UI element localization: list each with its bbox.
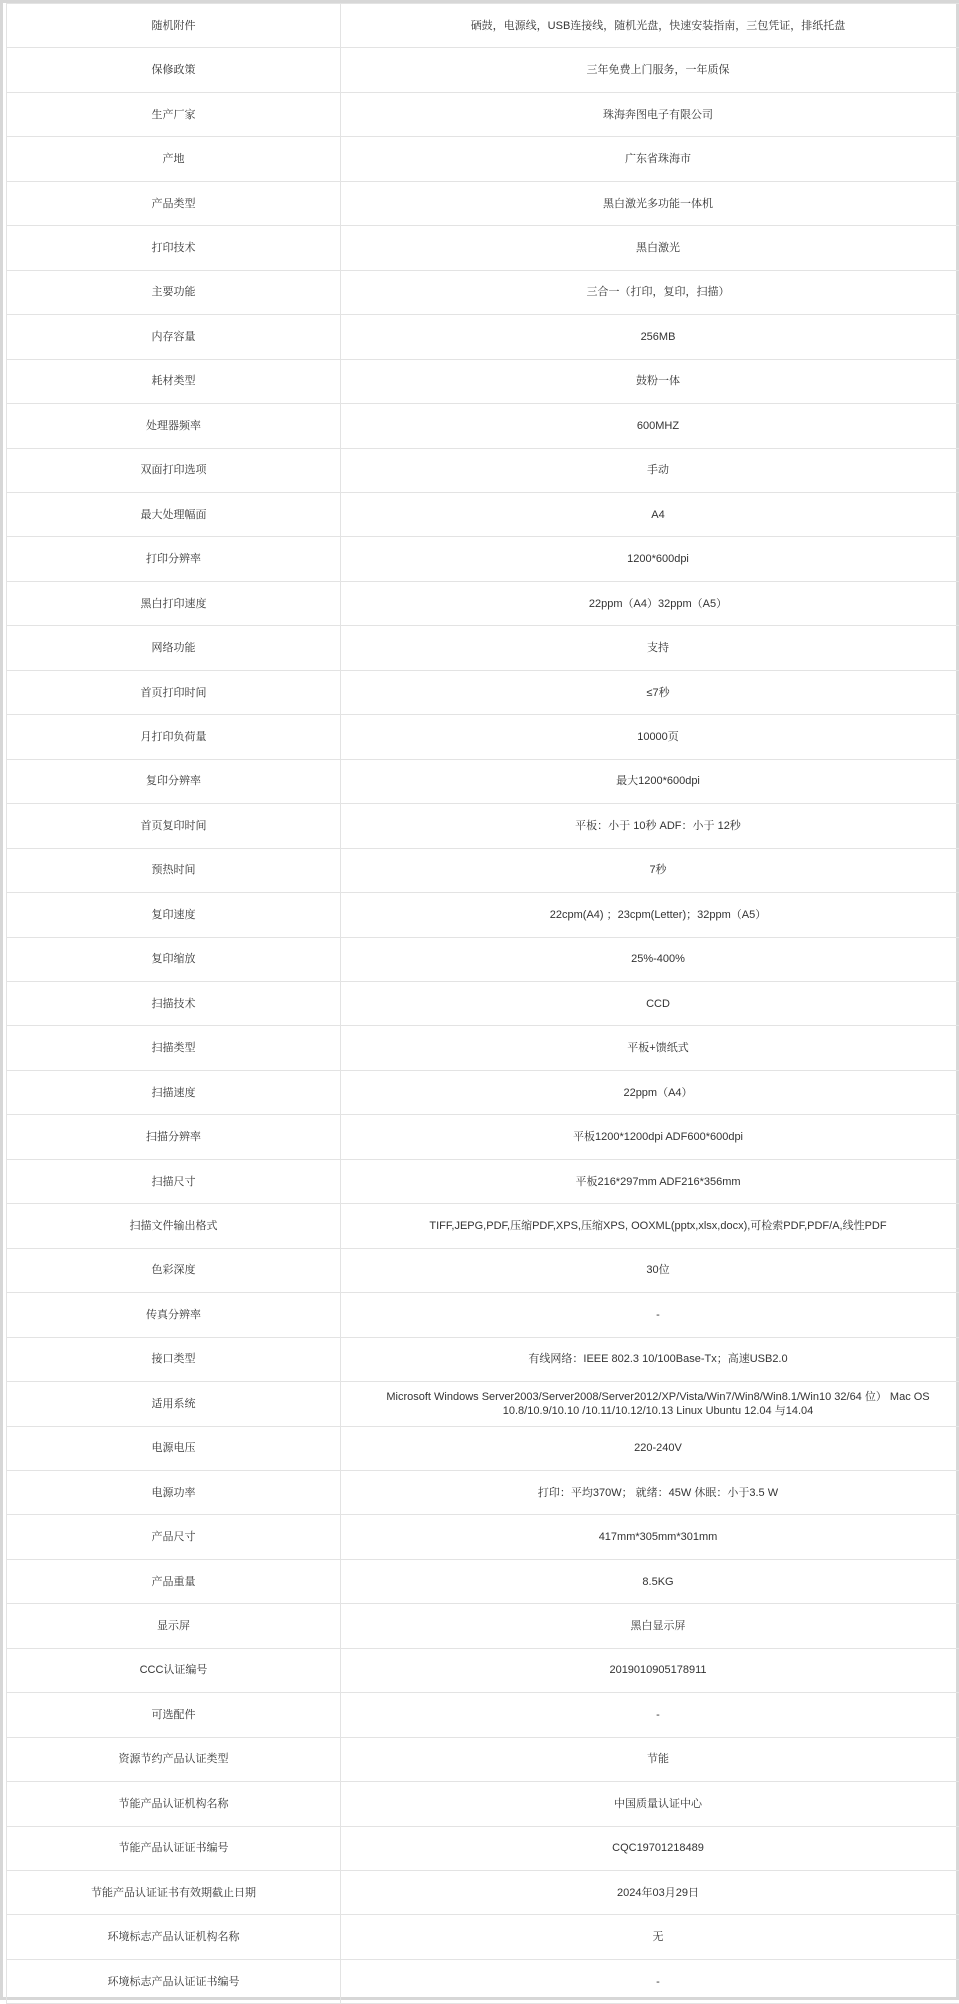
spec-key-cell: 保修政策: [7, 48, 341, 92]
spec-key-cell: 扫描速度: [7, 1070, 341, 1114]
spec-key-cell: 扫描分辨率: [7, 1115, 341, 1159]
spec-value-cell: 25%-400%: [341, 937, 959, 981]
spec-value-cell: 手动: [341, 448, 959, 492]
spec-key-cell: 扫描尺寸: [7, 1159, 341, 1203]
table-row: [7, 1915, 959, 1959]
table-row: [7, 1204, 959, 1248]
spec-value-cell: CQC19701218489: [341, 1826, 959, 1870]
table-row: [7, 1026, 959, 1070]
spec-key-cell: 电源电压: [7, 1426, 341, 1470]
spec-value-cell: 22ppm（A4）32ppm（A5）: [341, 581, 959, 625]
table-row: [7, 759, 959, 803]
spec-key-cell: 适用系统: [7, 1382, 341, 1426]
spec-value-cell: 无: [341, 1915, 959, 1959]
spec-key-cell: 产品重量: [7, 1559, 341, 1603]
table-row: [7, 1248, 959, 1292]
spec-key-cell: 首页打印时间: [7, 670, 341, 714]
table-row: [7, 893, 959, 937]
table-row: [7, 404, 959, 448]
table-row: [7, 1737, 959, 1781]
spec-key-cell: 打印技术: [7, 226, 341, 270]
table-row: [7, 1782, 959, 1826]
spec-value-cell: 417mm*305mm*301mm: [341, 1515, 959, 1559]
spec-key-cell: 节能产品认证证书有效期截止日期: [7, 1871, 341, 1915]
spec-key-cell: 产地: [7, 137, 341, 181]
spec-key-cell: 电源功率: [7, 1470, 341, 1514]
spec-value-cell: 220-240V: [341, 1426, 959, 1470]
spec-key-cell: 色彩深度: [7, 1248, 341, 1292]
table-row: [7, 1959, 959, 2003]
table-row: [7, 581, 959, 625]
spec-value-cell: 1200*600dpi: [341, 537, 959, 581]
spec-value-cell: TIFF,JEPG,PDF,压缩PDF,XPS,压缩XPS, OOXML(pptx,xlsx,docx),可检索PDF,PDF/A,线性PDF: [341, 1204, 959, 1248]
table-row: [7, 1337, 959, 1381]
spec-key-cell: 生产厂家: [7, 92, 341, 136]
table-row: [7, 715, 959, 759]
spec-key-cell: 可选配件: [7, 1693, 341, 1737]
table-row: [7, 1604, 959, 1648]
table-row: [7, 1515, 959, 1559]
table-row: [7, 1693, 959, 1737]
table-row: [7, 626, 959, 670]
spec-value-cell: 三年免费上门服务，一年质保: [341, 48, 959, 92]
table-row: [7, 537, 959, 581]
spec-key-cell: 环境标志产品认证证书编号: [7, 1959, 341, 2003]
spec-value-cell: 中国质量认证中心: [341, 1782, 959, 1826]
spec-key-cell: 双面打印选项: [7, 448, 341, 492]
spec-key-cell: 耗材类型: [7, 359, 341, 403]
spec-key-cell: 产品尺寸: [7, 1515, 341, 1559]
spec-value-cell: 22ppm（A4）: [341, 1070, 959, 1114]
spec-value-cell: 10000页: [341, 715, 959, 759]
spec-value-cell: 30位: [341, 1248, 959, 1292]
spec-key-cell: 接口类型: [7, 1337, 341, 1381]
spec-value-cell: Microsoft Windows Server2003/Server2008/Server2012/XP/Vista/Win7/Win8/Win8.1/Win10 32/64 位） Mac OS 10.8/10.9/10.10 /10.11/10.12/10.13 Linux Ubuntu 12.04 与14.04: [341, 1382, 959, 1426]
spec-value-cell: -: [341, 1293, 959, 1337]
spec-table: [6, 3, 959, 2004]
spec-value-cell: 平板：小于 10秒 ADF：小于 12秒: [341, 804, 959, 848]
table-row: [7, 1159, 959, 1203]
spec-value-cell: 三合一（打印，复印，扫描）: [341, 270, 959, 314]
spec-value-cell: 黑白显示屏: [341, 1604, 959, 1648]
spec-value-cell: 2019010905178911: [341, 1648, 959, 1692]
table-row: [7, 48, 959, 92]
spec-key-cell: 扫描文件输出格式: [7, 1204, 341, 1248]
spec-key-cell: 网络功能: [7, 626, 341, 670]
spec-key-cell: 产品类型: [7, 181, 341, 225]
spec-value-cell: 平板216*297mm ADF216*356mm: [341, 1159, 959, 1203]
table-row: [7, 670, 959, 714]
table-row: [7, 1559, 959, 1603]
spec-value-cell: 7秒: [341, 848, 959, 892]
table-row: [7, 1115, 959, 1159]
table-row: [7, 804, 959, 848]
spec-value-cell: 2024年03月29日: [341, 1871, 959, 1915]
spec-value-cell: CCD: [341, 981, 959, 1025]
table-row: [7, 1648, 959, 1692]
spec-table-body: [7, 4, 959, 2004]
spec-value-cell: 黑白激光: [341, 226, 959, 270]
table-row: [7, 848, 959, 892]
table-row: [7, 315, 959, 359]
spec-key-cell: 月打印负荷量: [7, 715, 341, 759]
spec-key-cell: 主要功能: [7, 270, 341, 314]
spec-key-cell: 复印缩放: [7, 937, 341, 981]
spec-value-cell: 平板+馈纸式: [341, 1026, 959, 1070]
table-row: [7, 981, 959, 1025]
spec-key-cell: 最大处理幅面: [7, 492, 341, 536]
spec-value-cell: 最大1200*600dpi: [341, 759, 959, 803]
spec-value-cell: 22cpm(A4) ；23cpm(Letter)；32ppm（A5）: [341, 893, 959, 937]
spec-key-cell: 首页复印时间: [7, 804, 341, 848]
spec-key-cell: 传真分辨率: [7, 1293, 341, 1337]
spec-key-cell: 扫描类型: [7, 1026, 341, 1070]
spec-value-cell: 支持: [341, 626, 959, 670]
spec-value-cell: ≤7秒: [341, 670, 959, 714]
table-row: [7, 937, 959, 981]
table-row: [7, 1426, 959, 1470]
spec-value-cell: 节能: [341, 1737, 959, 1781]
spec-value-cell: 黑白激光多功能一体机: [341, 181, 959, 225]
table-row: [7, 1293, 959, 1337]
spec-value-cell: -: [341, 1693, 959, 1737]
spec-value-cell: 珠海奔图电子有限公司: [341, 92, 959, 136]
spec-value-cell: 256MB: [341, 315, 959, 359]
table-row: [7, 92, 959, 136]
spec-value-cell: 硒鼓，电源线，USB连接线，随机光盘，快速安装指南，三包凭证，排纸托盘: [341, 4, 959, 48]
table-row: [7, 1871, 959, 1915]
table-row: [7, 448, 959, 492]
spec-key-cell: 节能产品认证机构名称: [7, 1782, 341, 1826]
spec-key-cell: 黑白打印速度: [7, 581, 341, 625]
spec-value-cell: 鼓粉一体: [341, 359, 959, 403]
spec-key-cell: 处理器频率: [7, 404, 341, 448]
spec-key-cell: 环境标志产品认证机构名称: [7, 1915, 341, 1959]
spec-key-cell: 内存容量: [7, 315, 341, 359]
table-row: [7, 137, 959, 181]
table-row: [7, 4, 959, 48]
table-row: [7, 270, 959, 314]
spec-key-cell: 预热时间: [7, 848, 341, 892]
table-row: [7, 226, 959, 270]
spec-value-cell: 8.5KG: [341, 1559, 959, 1603]
spec-value-cell: 有线网络：IEEE 802.3 10/100Base-Tx；高速USB2.0: [341, 1337, 959, 1381]
spec-key-cell: 节能产品认证证书编号: [7, 1826, 341, 1870]
table-row: [7, 1382, 959, 1426]
spec-key-cell: 打印分辨率: [7, 537, 341, 581]
spec-value-cell: 平板1200*1200dpi ADF600*600dpi: [341, 1115, 959, 1159]
spec-key-cell: CCC认证编号: [7, 1648, 341, 1692]
spec-key-cell: 扫描技术: [7, 981, 341, 1025]
table-row: [7, 492, 959, 536]
table-row: [7, 1826, 959, 1870]
table-row: [7, 181, 959, 225]
spec-key-cell: 显示屏: [7, 1604, 341, 1648]
spec-value-cell: -: [341, 1959, 959, 2003]
spec-key-cell: 复印速度: [7, 893, 341, 937]
spec-value-cell: A4: [341, 492, 959, 536]
table-row: [7, 359, 959, 403]
spec-key-cell: 复印分辨率: [7, 759, 341, 803]
table-row: [7, 1070, 959, 1114]
spec-value-cell: 打印：平均370W； 就绪：45W 休眠：小于3.5 W: [341, 1470, 959, 1514]
table-row: [7, 1470, 959, 1514]
spec-key-cell: 资源节约产品认证类型: [7, 1737, 341, 1781]
spec-key-cell: 随机附件: [7, 4, 341, 48]
spec-value-cell: 广东省珠海市: [341, 137, 959, 181]
spec-value-cell: 600MHZ: [341, 404, 959, 448]
